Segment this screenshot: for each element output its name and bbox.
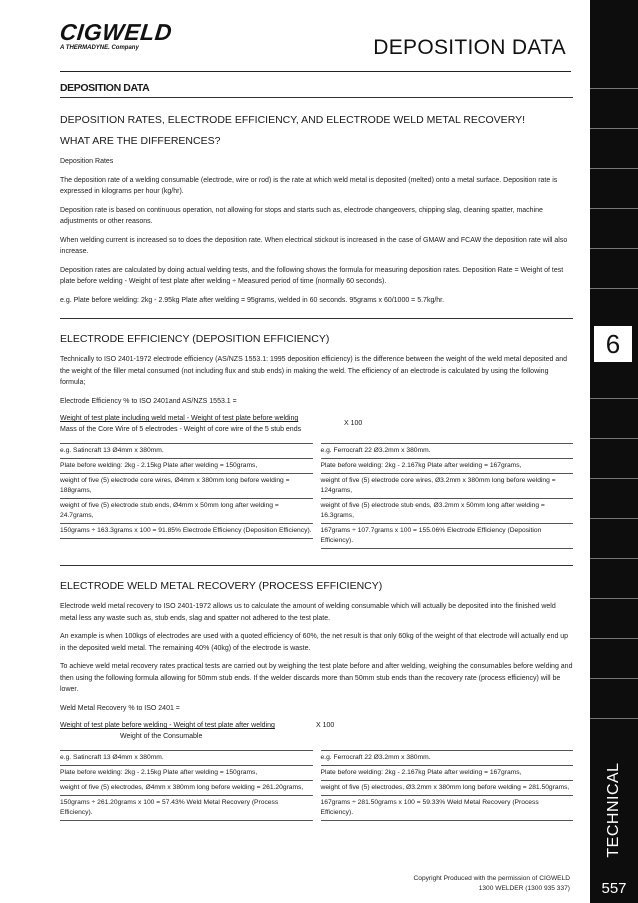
formula-multiplier: X 100 (316, 722, 335, 729)
table-cell: weight of five (5) electrodes, Ø3.2mm x 380mm long before welding = 281.50grams, (321, 780, 574, 795)
recovery-heading: ELECTRODE WELD METAL RECOVERY (PROCESS EFFICIENCY) (60, 580, 383, 592)
table-cell: Plate before welding: 2kg - 2.15kg Plate after welding = 150grams, (60, 765, 313, 780)
table-cell: 150grams ÷ 163.3grams x 100 = 91.85% Electrode Efficiency (Deposition Efficiency). (60, 523, 313, 539)
sidebar-rule (590, 288, 638, 289)
formula-denominator: Weight of the Consumable (120, 732, 203, 740)
paragraph: When welding current is increased so to does the deposition rate. When electrical stickout is increased in the case of GMAW and FCAW the deposition rate will also increase. (60, 236, 568, 255)
main-content (60, 82, 573, 821)
paragraph: Technically to ISO 2401-1972 electrode efficiency (AS/NZS 1553.1: 1995 deposition efficiency) is the difference between the weight of the weld metal deposited and the weight of the filler metal consumed (not including flux and stub ends) in making the weld. The efficiency of an electrode is calculated by using the following formula; (60, 356, 568, 386)
divider (60, 318, 573, 319)
sidebar-rule (590, 718, 638, 719)
section-tab (596, 762, 632, 858)
sidebar-rule (590, 208, 638, 209)
sidebar-rule (590, 438, 638, 439)
sidebar-rule (590, 558, 638, 559)
paragraph: Weld Metal Recovery % to ISO 2401 = (60, 704, 180, 712)
logo-tagline: A THERMADYNE. Company (60, 45, 139, 51)
paragraph: An example is when 100kgs of electrodes are used with a quoted efficiency of 60%, the net result is that only 60kg of the weight of that electrode will actually end up in the deposited weld metal. The remaining 40% (40kg) of the electrode is waste. (60, 633, 569, 652)
sidebar-rule (590, 248, 638, 249)
chapter-number: 6 (594, 326, 632, 362)
paragraph: e.g. Plate before welding: 2kg - 2.95kg Plate after welding = 95grams, welded in 60 seconds. 95grams x 60/1000 = 5.7kg/hr. (60, 296, 445, 304)
title-divider (60, 71, 571, 72)
section-tab-label: TECHNICAL (605, 762, 622, 858)
sidebar-rule (590, 398, 638, 399)
paragraph: The deposition rate of a welding consumable (electrode, wire or rod) is the rate at which weld metal is deposited (melted) onto a metal surface. Deposition rate is expressed in kilograms per hour (kg/hr). (60, 176, 558, 195)
table-column-right (321, 443, 574, 549)
logo-wordmark: CIGWELD (58, 19, 174, 45)
paragraph: Deposition rate is based on continuous operation, not allowing for stops and starts such as, electrode changeovers, chipping slag, cleaning spatter, machine adjustments or other reasons. (60, 206, 543, 225)
section-heading: DEPOSITION DATA (60, 82, 573, 98)
table-cell: Plate before welding: 2kg - 2.167kg Plate after welding = 167grams, (321, 765, 574, 780)
table-cell: e.g. Satincraft 13 Ø4mm x 380mm. (60, 750, 313, 765)
table-column-right (321, 750, 574, 821)
formula-numerator: Weight of test plate before welding - Weight of test plate after welding (60, 722, 275, 729)
table-column-left (60, 750, 313, 821)
paragraph: Deposition rates are calculated by doing actual welding tests, and the following shows the formula for measuring deposition rates. Deposition Rate = Weight of test plate before welding - Weight of test plate after welding ÷ Measured period of time (normally 60 seconds). (60, 266, 564, 285)
efficiency-heading: ELECTRODE EFFICIENCY (DEPOSITION EFFICIENCY) (60, 333, 330, 345)
table-cell: e.g. Ferrocraft 22 Ø3.2mm x 380mm. (321, 750, 574, 765)
table-column-left (60, 443, 313, 549)
sidebar-rule (590, 678, 638, 679)
sidebar-rule (590, 88, 638, 89)
table-cell: 167grams ÷ 107.7grams x 100 = 155.06% Electrode Efficiency (Deposition Efficiency). (321, 523, 574, 549)
copyright-text: Copyright Produced with the permission of CIGWELD (413, 875, 570, 882)
sidebar-rule (590, 128, 638, 129)
intro-subheading: WHAT ARE THE DIFFERENCES? (60, 135, 221, 147)
sidebar-rule (590, 598, 638, 599)
cigweld-logo (60, 20, 180, 51)
table-cell: 150grams ÷ 261.20grams x 100 = 57.43% Weld Metal Recovery (Process Efficiency). (60, 795, 313, 821)
efficiency-formula (60, 414, 573, 435)
table-cell: Plate before welding: 2kg - 2.15kg Plate after welding = 150grams, (60, 458, 313, 473)
intro-heading: DEPOSITION RATES, ELECTRODE EFFICIENCY, AND ELECTRODE WELD METAL RECOVERY! (60, 114, 526, 126)
recovery-formula (60, 721, 573, 742)
contact-phone: 1300 WELDER (1300 935 337) (478, 885, 570, 892)
sidebar-rule (590, 478, 638, 479)
recovery-table (60, 750, 573, 821)
table-cell: Plate before welding: 2kg - 2.167kg Plate after welding = 167grams, (321, 458, 574, 473)
efficiency-table (60, 443, 573, 549)
formula-multiplier: X 100 (344, 420, 363, 427)
table-cell: weight of five (5) electrodes, Ø4mm x 380mm long before welding = 261.20grams, (60, 780, 313, 795)
paragraph: Electrode Efficiency % to ISO 2401and AS/NZS 1553.1 = (60, 397, 237, 405)
paragraph: Electrode weld metal recovery to ISO 2401-1972 allows us to calculate the amount of welding consumable which will actually be deposited into the finished weld metal less any waste such as, stub ends, slag and spatter not adhered to the test plate. (60, 603, 556, 622)
formula-numerator: Weight of test plate including weld metal - Weight of test plate before welding (60, 415, 299, 422)
page-title: DEPOSITION DATA (373, 36, 566, 59)
sidebar-rule (590, 638, 638, 639)
table-cell: 167grams ÷ 281.50grams x 100 = 59.33% Weld Metal Recovery (Process Efficiency). (321, 795, 574, 821)
table-cell: weight of five (5) electrode stub ends, Ø3.2mm x 50mm long after welding = 16.3grams, (321, 498, 574, 523)
table-cell: weight of five (5) electrode core wires, Ø3.2mm x 380mm long before welding = 124grams, (321, 473, 574, 498)
table-cell: e.g. Ferrocraft 22 Ø3.2mm x 380mm. (321, 443, 574, 458)
table-cell: e.g. Satincraft 13 Ø4mm x 380mm. (60, 443, 313, 458)
copyright-footer (414, 874, 570, 894)
deposition-rates-label: Deposition Rates (60, 158, 114, 165)
sidebar-rule (590, 168, 638, 169)
paragraph: To achieve weld metal recovery rates practical tests are carried out by weighing the test plate before and after welding, weighing the consumables before welding and then using the following formula allowing for 50mm stub ends. If the welder discards more than 50mm stub ends than the recovery rate (process efficiency) will be lower. (60, 663, 573, 693)
sidebar-rule (590, 518, 638, 519)
table-cell: weight of five (5) electrode stub ends, Ø4mm x 50mm long after welding = 24.7grams, (60, 498, 313, 523)
page-number: 557 (601, 880, 627, 897)
divider (60, 565, 573, 566)
table-cell: weight of five (5) electrode core wires, Ø4mm x 380mm long before welding = 188grams, (60, 473, 313, 498)
formula-denominator: Mass of the Core Wire of 5 electrodes - Weight of core wire of the 5 stub ends (60, 425, 302, 433)
